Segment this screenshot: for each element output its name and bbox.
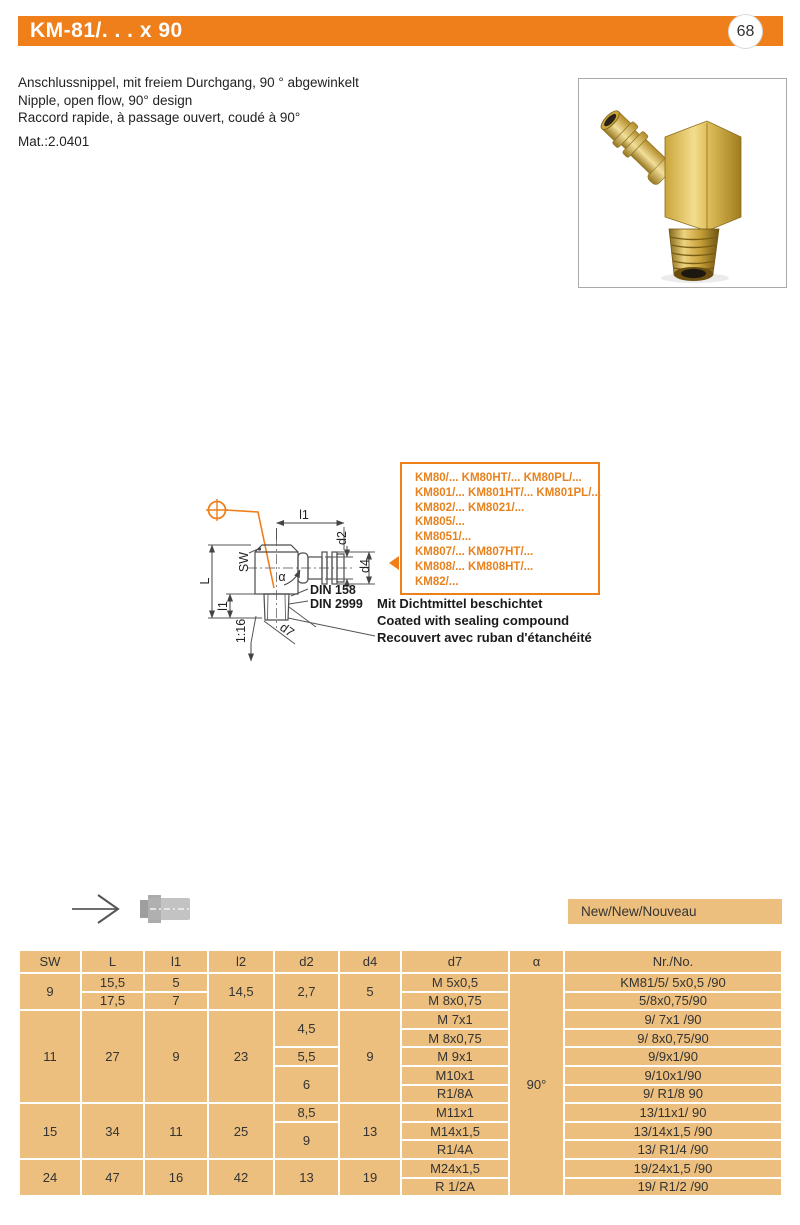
table-cell: 27 <box>81 1010 144 1103</box>
description-en: Nipple, open flow, 90° design <box>18 92 193 108</box>
compatibility-line: KM807/... KM807HT/... <box>415 545 534 558</box>
din-158-label: DIN 158 <box>310 583 356 597</box>
sealing-note-en: Coated with sealing compound <box>377 612 570 628</box>
threaded-stud-part <box>669 229 719 281</box>
table-cell: R 1/2A <box>401 1178 509 1197</box>
table-row <box>19 1103 782 1122</box>
new-badge <box>568 899 782 924</box>
dim-label-taper: 1:16 <box>234 618 248 644</box>
compatibility-line: KM8051/... <box>415 531 472 544</box>
product-photo <box>578 78 787 288</box>
dim-label-alpha: α <box>278 570 286 584</box>
column-header: α <box>509 950 564 973</box>
table-cell: 13 <box>339 1103 401 1159</box>
column-header: l1 <box>144 950 208 973</box>
table-cell: 9 <box>144 1010 208 1103</box>
compatibility-line: KM802/... KM8021/... <box>415 501 525 514</box>
table-cell: 5/8x0,75/90 <box>564 992 782 1011</box>
table-cell: 23 <box>208 1010 274 1103</box>
table-cell: 15 <box>19 1103 81 1159</box>
crosshair-icon <box>206 499 274 588</box>
table-cell: 25 <box>208 1103 274 1159</box>
compatibility-box <box>400 462 600 595</box>
sealing-note-de: Mit Dichtmittel beschichtet <box>377 596 543 611</box>
table-cell: 5,5 <box>274 1047 339 1066</box>
table-cell: 5 <box>339 973 401 1010</box>
dim-label-sw: SW <box>237 551 251 573</box>
column-header: SW <box>19 950 81 973</box>
table-cell: 34 <box>81 1103 144 1159</box>
material-note: Mat.:2.0401 <box>18 134 90 149</box>
table-cell: 7 <box>144 992 208 1011</box>
table-row <box>19 1159 782 1178</box>
table-header-row <box>19 950 782 973</box>
table-cell: 11 <box>144 1103 208 1159</box>
table-cell: 9/ 7x1 /90 <box>564 1010 782 1029</box>
column-header: d4 <box>339 950 401 973</box>
table-cell: 9/ R1/8 90 <box>564 1085 782 1104</box>
table-cell: 4,5 <box>274 1010 339 1047</box>
compatibility-line: KM801/... KM801HT/... KM801PL/... <box>415 486 601 499</box>
table-cell: M 9x1 <box>401 1047 509 1066</box>
table-cell: 14,5 <box>208 973 274 1010</box>
table-cell: 15,5 <box>81 973 144 992</box>
table-row <box>19 992 782 1011</box>
table-cell: R1/8A <box>401 1085 509 1104</box>
compatibility-line: KM80/... KM80HT/... KM80PL/... <box>415 472 582 484</box>
table-cell: 19/24x1,5 /90 <box>564 1159 782 1178</box>
dim-label-l1-left: l1 <box>216 601 230 611</box>
compatibility-line: KM808/... KM808HT/... <box>415 560 534 573</box>
table-cell: 19/ R1/2 /90 <box>564 1178 782 1197</box>
description-de: Anschlussnippel, mit freiem Durchgang, 90 ° abgewinkelt <box>18 75 359 90</box>
column-header: d2 <box>274 950 339 973</box>
table-cell: M 8x0,75 <box>401 992 509 1011</box>
table-cell: 13 <box>274 1159 339 1196</box>
flow-direction-icon <box>70 893 126 930</box>
din-2999-label: DIN 2999 <box>310 597 363 611</box>
table-cell: 24 <box>19 1159 81 1196</box>
table-cell: 13/14x1,5 /90 <box>564 1122 782 1141</box>
dim-label-d4: d4 <box>358 559 372 573</box>
table-cell: M 7x1 <box>401 1010 509 1029</box>
table-cell: 9/ 8x0,75/90 <box>564 1029 782 1048</box>
product-photo-svg <box>579 79 784 285</box>
table-row <box>19 973 782 992</box>
table-cell: 5 <box>144 973 208 992</box>
dim-label-l1-top: l1 <box>299 508 309 522</box>
table-cell: 2,7 <box>274 973 339 1010</box>
table-cell: 9/9x1/90 <box>564 1047 782 1066</box>
compatibility-pointer-icon <box>389 556 399 570</box>
table-row <box>19 1010 782 1029</box>
plug-symbol-icon <box>138 893 192 930</box>
table-cell: M14x1,5 <box>401 1122 509 1141</box>
table-cell: 16 <box>144 1159 208 1196</box>
table-cell: 9/10x1/90 <box>564 1066 782 1085</box>
dim-label-L: L <box>198 577 212 585</box>
dim-label-d2: d2 <box>335 531 349 545</box>
table-cell: 90° <box>509 973 564 1196</box>
table-cell: 17,5 <box>81 992 144 1011</box>
new-badge-label: New/New/Nouveau <box>581 904 697 919</box>
column-header: d7 <box>401 950 509 973</box>
table-cell: 9 <box>274 1122 339 1159</box>
table-cell: M11x1 <box>401 1103 509 1122</box>
table-cell: M24x1,5 <box>401 1159 509 1178</box>
technical-drawing <box>185 450 615 695</box>
table-cell: 9 <box>339 1010 401 1103</box>
hex-body-part <box>665 121 741 231</box>
page-number-badge: 68 <box>728 14 763 49</box>
table-cell: KM81/5/ 5x0,5 /90 <box>564 973 782 992</box>
table-cell: 13/11x1/ 90 <box>564 1103 782 1122</box>
sealing-note-fr: Recouvert avec ruban d'étanchéité <box>377 629 592 645</box>
spec-table <box>18 949 783 1197</box>
compatibility-line: KM82/... <box>415 575 459 588</box>
table-cell: 8,5 <box>274 1103 339 1122</box>
table-cell: 47 <box>81 1159 144 1196</box>
table-cell: R1/4A <box>401 1140 509 1159</box>
description-fr: Raccord rapide, à passage ouvert, coudé à 90° <box>18 110 301 125</box>
table-cell: M 8x0,75 <box>401 1029 509 1048</box>
column-header: Nr./No. <box>564 950 782 973</box>
sealing-note <box>377 596 592 646</box>
table-cell: M10x1 <box>401 1066 509 1085</box>
table-cell: 13/ R1/4 /90 <box>564 1140 782 1159</box>
page-title: KM-81/. . . x 90 <box>30 19 183 42</box>
table-cell: M 5x0,5 <box>401 973 509 992</box>
table-cell: 19 <box>339 1159 401 1196</box>
table-cell: 11 <box>19 1010 81 1103</box>
column-header: l2 <box>208 950 274 973</box>
table-cell: 6 <box>274 1066 339 1103</box>
compatibility-line: KM805/... <box>415 516 465 529</box>
column-header: L <box>81 950 144 973</box>
table-cell: 42 <box>208 1159 274 1196</box>
product-description <box>18 74 359 127</box>
table-cell: 9 <box>19 973 81 1010</box>
dim-label-d7: d7 <box>277 620 297 640</box>
